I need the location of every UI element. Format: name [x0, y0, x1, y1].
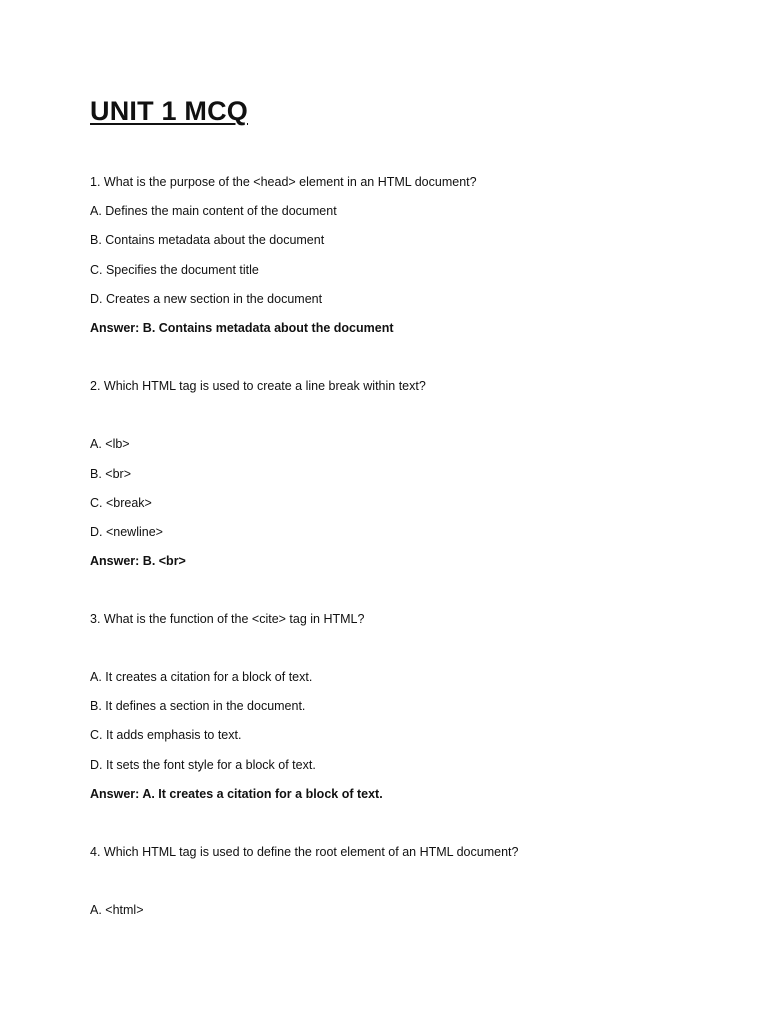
page-title: UNIT 1 MCQ: [90, 96, 249, 126]
question-1-text: 1. What is the purpose of the <head> element in an HTML document?: [90, 175, 477, 189]
question-1-option-d: D. Creates a new section in the document: [90, 292, 323, 306]
question-3-option-d: D. It sets the font style for a block of text.: [90, 758, 316, 772]
question-1-answer: Answer: B. Contains metadata about the document: [90, 321, 394, 335]
question-3-answer: Answer: A. It creates a citation for a block of text.: [90, 787, 383, 801]
question-4-option-a: A. <html>: [90, 903, 144, 917]
question-2-option-d: D. <newline>: [90, 525, 163, 539]
question-3-option-c: C. It adds emphasis to text.: [90, 728, 242, 742]
question-2-text: 2. Which HTML tag is used to create a line break within text?: [90, 379, 426, 393]
question-4-text: 4. Which HTML tag is used to define the root element of an HTML document?: [90, 845, 519, 859]
question-3-option-a: A. It creates a citation for a block of text.: [90, 670, 313, 684]
question-3-text: 3. What is the function of the <cite> tag in HTML?: [90, 612, 365, 626]
question-3-option-b: B. It defines a section in the document.: [90, 699, 306, 713]
question-2-option-b: B. <br>: [90, 467, 131, 481]
question-1-option-c: C. Specifies the document title: [90, 263, 259, 277]
question-2-answer: Answer: B. <br>: [90, 554, 186, 568]
question-2-option-c: C. <break>: [90, 496, 152, 510]
question-2-option-a: A. <lb>: [90, 437, 130, 451]
question-1-option-a: A. Defines the main content of the document: [90, 204, 337, 218]
question-1-option-b: B. Contains metadata about the document: [90, 233, 325, 247]
